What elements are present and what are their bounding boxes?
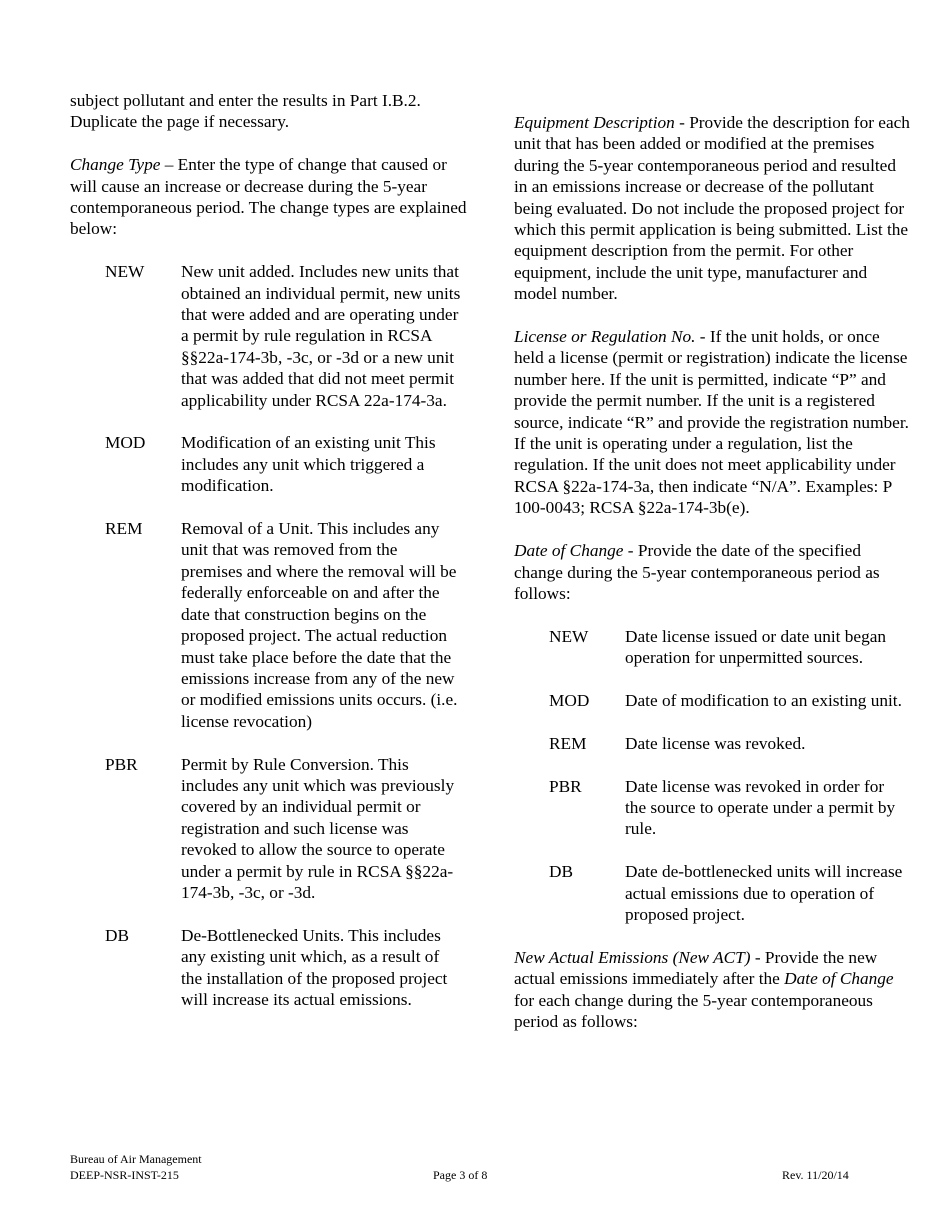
list-item — [105, 518, 470, 732]
list-item — [549, 626, 912, 669]
change-code: DB — [105, 925, 130, 945]
change-code: MOD — [105, 433, 146, 453]
list-item — [549, 733, 912, 754]
equipment-description-paragraph — [514, 112, 912, 305]
equipment-description-text: - Provide the description for each unit that has been added or modified at the premises during the 5-year contemporaneous period and resulted in an emissions increase or decrease of the pollutant being evaluated. Do not include the proposed project for which this permit application is being submitted. List the equipment description from the permit. For other equipment, include the unit type, manufacturer and model number. — [514, 113, 910, 304]
date-description: Date license issued or date unit began operation for unpermitted sources. — [625, 626, 887, 668]
change-code: PBR — [549, 776, 582, 796]
change-type-paragraph — [70, 154, 470, 240]
date-of-change-paragraph — [514, 540, 912, 604]
list-item — [105, 261, 470, 411]
change-type-text: – Enter the type of change that caused or will cause an increase or decrease during the 5-year contemporaneous period. The change types are explained below: — [70, 155, 467, 239]
date-description: Date license was revoked. — [625, 733, 806, 753]
new-act-text-a: - Provide the new actual emissions immediately after the — [514, 947, 878, 989]
new-actual-emissions-paragraph — [514, 947, 912, 1033]
intro-line-2: Duplicate the page if necessary. — [70, 112, 290, 132]
change-code: REM — [549, 733, 587, 753]
right-column — [514, 112, 912, 1054]
intro-paragraph — [70, 90, 470, 133]
change-description: Permit by Rule Conversion. This includes any unit which was previously covered by an individual permit or registration and such license was revoked to allow the source to operate under a permit by rule in RCSA §§22a-174-3b, -3c, or -3d. — [181, 754, 455, 902]
change-description: New unit added. Includes new units that obtained an individual permit, new units that were added and are operating under a permit by rule regulation in RCSA §§22a-174-3b, -3c, or -3d or a new unit that was added that did not meet permit applicability under RCSA 22a-174-3a. — [181, 262, 461, 410]
list-item — [105, 925, 470, 1011]
intro-line-1: subject pollutant and enter the results in Part I.B.2. — [70, 91, 421, 110]
list-item — [549, 776, 912, 840]
new-act-text-b: for each change during the 5-year contemporaneous period as follows: — [514, 990, 873, 1031]
footer-revision: Rev. 11/20/14 — [782, 1168, 849, 1182]
change-code: NEW — [105, 262, 145, 282]
footer-bureau: Bureau of Air Management — [70, 1152, 202, 1166]
change-description: Removal of a Unit. This includes any unit that was removed from the premises and where the removal will be federally enforceable on and after the date that construction begins on the proposed project. The actual reduction must take place before the date that the emissions increase from any of the new or modified emissions units occurs. (i.e. license revocation) — [181, 519, 458, 731]
change-type-label: Change Type — [70, 155, 161, 175]
equipment-description-label: Equipment Description — [514, 113, 675, 132]
date-of-change-list — [549, 626, 912, 926]
list-item — [105, 754, 470, 904]
list-item — [549, 690, 912, 711]
date-description: Date license was revoked in order for the source to operate under a permit by rule. — [625, 776, 896, 839]
change-type-list — [105, 261, 470, 1010]
footer-form-id: DEEP-NSR-INST-215 — [70, 1168, 179, 1182]
change-code: NEW — [549, 626, 589, 646]
change-code: PBR — [105, 754, 138, 774]
new-act-italic: Date of Change — [784, 969, 894, 989]
license-text: - If the unit holds, or once held a license (permit or registration) indicate the license number here. If the unit is permitted, indicate “P” and provide the permit number. If the unit is a registered source, indicate “R” and provide the registration number. If the unit is operating under a regulation, list the regulation. If the unit does not meet applicability under RCSA §22a-174-3a, then indicate “N/A”. Examples: P 100-0043; RCSA §22a-174-3b(e). — [514, 327, 909, 518]
date-description: Date of modification to an existing unit. — [625, 690, 902, 710]
footer-page-number: Page 3 of 8 — [433, 1168, 488, 1182]
date-of-change-label: Date of Change — [514, 541, 624, 561]
footer-left — [70, 1151, 202, 1183]
list-item — [549, 861, 912, 925]
change-code: REM — [105, 519, 143, 539]
new-act-label: New Actual Emissions (New ACT) — [514, 947, 751, 967]
date-of-change-text: - Provide the date of the specified change during the 5-year contemporaneous period as follows: — [514, 541, 880, 603]
date-description: Date de-bottlenecked units will increase actual emissions due to operation of proposed project. — [625, 862, 903, 924]
license-label: License or Regulation No. — [514, 327, 696, 347]
list-item — [105, 432, 470, 496]
change-code: DB — [549, 862, 574, 882]
change-code: MOD — [549, 690, 590, 710]
left-column — [70, 90, 470, 1032]
change-description: De-Bottlenecked Units. This includes any existing unit which, as a result of the installation of the proposed project will increase its actual emissions. — [181, 925, 448, 1009]
license-paragraph — [514, 326, 912, 519]
change-description: Modification of an existing unit This includes any unit which triggered a modification. — [181, 433, 436, 496]
